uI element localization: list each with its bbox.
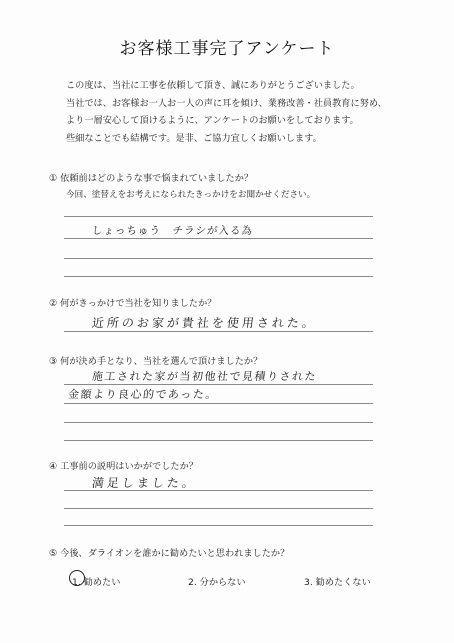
option-not-recommend: 3. 勧めたくない: [304, 577, 371, 588]
intro-line: この度は、当社に工事を依頼して頂き、誠にありがとうございました。: [66, 80, 360, 91]
question-3-answer-line-1: 施工された家が当初他社で見積りされた: [91, 370, 318, 383]
intro-line: より一層安心して頂けるように、アンケートのお願いをしております。: [66, 115, 359, 126]
question-4-answer: 満足しました。: [91, 476, 198, 490]
answer-line: [64, 216, 373, 217]
answer-line: [64, 276, 373, 277]
answer-line: [64, 508, 373, 509]
option-undecided: 2. 分からない: [188, 577, 246, 588]
question-5-label: ⑤ 今後、ダライオンを誰かに勧めたいと思われましたか？: [49, 548, 290, 559]
question-2-label: ② 何がきっかけで当社を知りましたか？: [49, 298, 217, 309]
intro-line: 些細なことでも結構です。是非、ご協力宜しくお願いします。: [66, 132, 322, 144]
answer-line: [64, 238, 373, 239]
answer-line: [64, 331, 373, 332]
question-2-answer: 近所のお家が貴社を使用された。: [91, 316, 318, 330]
question-1-answer: しょっちゅう チラシが入る為: [91, 225, 254, 237]
option-recommend: 1. 勧めたい: [72, 577, 121, 588]
page-title: お客様工事完了アンケート: [119, 39, 335, 59]
intro-line: 当社では、お客様お一人お一人の声に耳を傾け、業務改善・社員教育に努め、: [66, 97, 387, 109]
question-1-subtext: 今回、塗替えをお考えになられたきっかけをお聞かせください。: [66, 190, 316, 200]
answer-line: [64, 422, 373, 423]
intro-text: [66, 77, 436, 147]
question-4-label: ④ 工事前の説明はいかがでしたか？: [49, 461, 198, 472]
question-1-label: ① 依頼前はどのような事で悩まれていましたか？: [49, 173, 254, 184]
answer-line: [64, 403, 373, 404]
answer-line: [64, 440, 373, 441]
answer-line: [64, 490, 373, 491]
answer-line: [64, 258, 373, 259]
question-3-answer-line-2: 金額より良心的であった。: [67, 388, 219, 401]
answer-line: [64, 525, 373, 526]
answer-line: [64, 384, 373, 385]
question-3-label: ③ 何が決め手となり、当社を選んで頂けましたか？: [49, 356, 263, 367]
